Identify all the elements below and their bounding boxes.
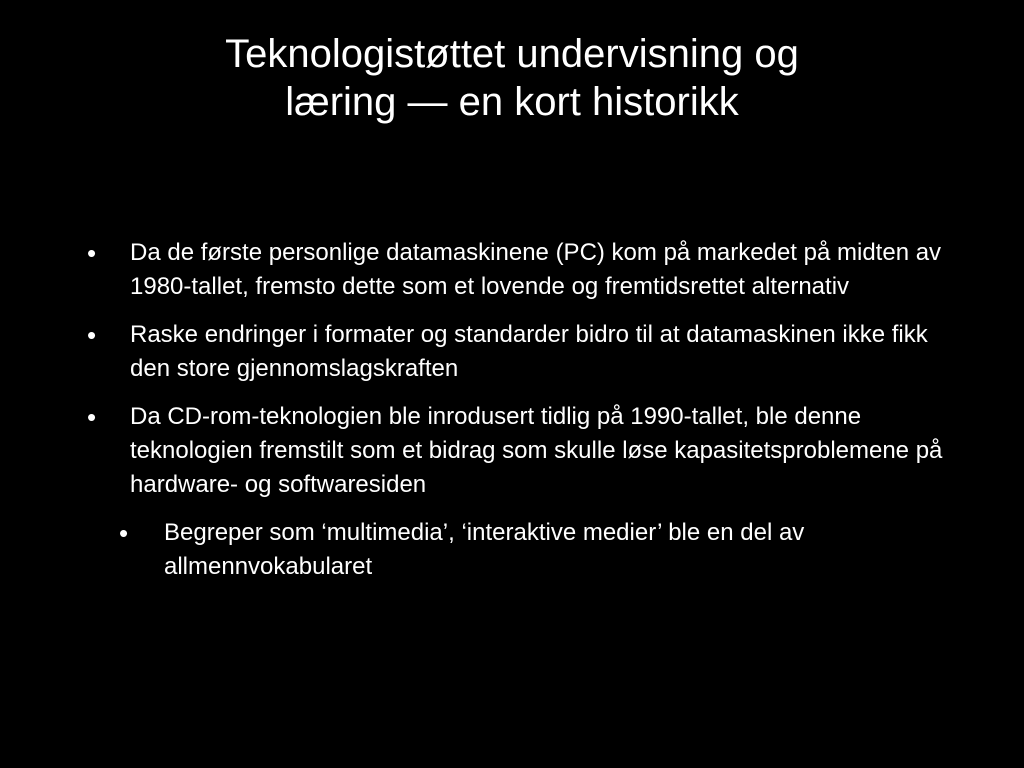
bullet-text: Raske endringer i formater og standarder bidro til at datamaskinen ikke fikk den store gjennomslagskraften [130, 321, 928, 382]
sub-bullet-item [0, 516, 964, 584]
bullet-item [0, 236, 950, 304]
bullet-item [0, 318, 950, 386]
bullet-text: Da de første personlige datamaskinene (PC) kom på markedet på midten av 1980-tallet, fremsto dette som et lovende og fremtidsrettet alternativ [130, 239, 942, 300]
bullet-item [0, 400, 950, 502]
sub-bullet-text: Begreper som ‘multimedia’, ‘interaktive medier’ ble en del av allmennvokabularet [164, 519, 805, 580]
bullet-icon: • [87, 238, 97, 268]
slide-title-line-2: læring — en kort historikk [285, 80, 739, 124]
bullet-list [0, 236, 1024, 584]
bullet-text: Da CD-rom-teknologien ble inrodusert tidlig på 1990-tallet, ble denne teknologien fremstilt som et bidrag som skulle løse kapasitetsproblemene på hardware- og softwaresiden [130, 403, 943, 498]
slide-title-line-1: Teknologistøttet undervisning og [225, 32, 799, 76]
bullet-icon: • [119, 518, 129, 548]
bullet-icon: • [87, 402, 97, 432]
bullet-icon: • [87, 320, 97, 350]
slide-title [112, 30, 912, 126]
